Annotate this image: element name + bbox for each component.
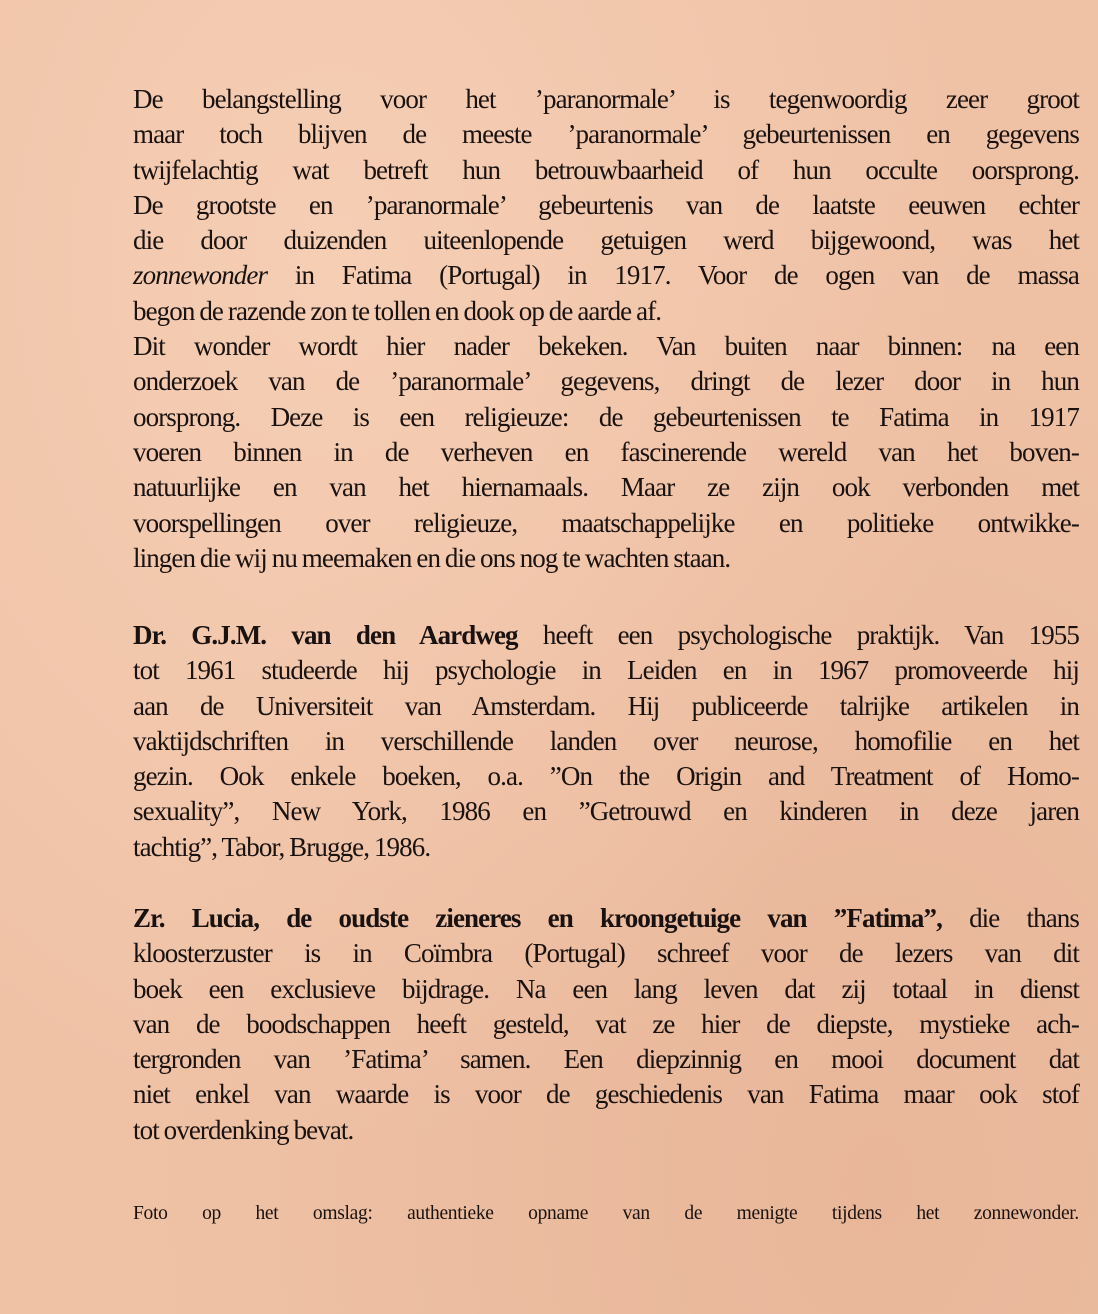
- text-line: [133, 223, 1079, 258]
- text-line: [133, 188, 1079, 223]
- text-segment: twijfelachtig wat betreft hun betrouwbaarheid of hun occulte oorsprong.: [133, 154, 1079, 185]
- text-segment: begon de razende zon te tollen en dook op de aarde af.: [133, 295, 662, 326]
- text-line: [133, 1113, 1079, 1148]
- text-line: [133, 1042, 1079, 1077]
- text-line: [133, 794, 1079, 829]
- text-line: [133, 618, 1079, 653]
- text-segment: voeren binnen in de verheven en fascinerende wereld van het boven-: [133, 436, 1079, 467]
- bold-text: Dr. G.J.M. van den Aardweg: [133, 620, 518, 650]
- text-segment: vaktijdschriften in verschillende landen over neurose, homofilie en het: [133, 725, 1079, 756]
- text-segment: oorsprong. Deze is een religieuze: de gebeurtenissen te Fatima in 1917: [133, 401, 1079, 432]
- text-segment: natuurlijke en van het hiernamaals. Maar ze zijn ook verbonden met: [133, 472, 1079, 503]
- text-line: [133, 724, 1079, 759]
- text-line: [133, 689, 1079, 724]
- text-segment: boek een exclusieve bijdrage. Na een lang leven dat zij totaal in dienst: [133, 973, 1079, 1004]
- text-segment: tot overdenking bevat.: [133, 1114, 354, 1145]
- text-line: [133, 117, 1079, 152]
- text-segment: Dit wonder wordt hier nader bekeken. Van buiten naar binnen: na een: [133, 331, 1079, 362]
- text-line: [133, 830, 1079, 865]
- text-line: [133, 972, 1079, 1007]
- text-line: [133, 294, 1079, 329]
- text-line: [133, 1077, 1079, 1112]
- text-segment: die door duizenden uiteenlopende getuigen werd bijgewoond, was het: [133, 225, 1079, 256]
- text-line: [133, 400, 1079, 435]
- cover-photo-caption: Foto op het omslag: authentieke opname van de menigte tijdens het zonnewonder.: [133, 1203, 1079, 1224]
- text-segment: voorspellingen over religieuze, maatschappelijke en politieke ontwikke-: [133, 507, 1079, 538]
- text-line: [133, 541, 1079, 576]
- text-segment: gezin. Ook enkele boeken, o.a. ”On the Origin and Treatment of Homo-: [133, 761, 1079, 792]
- lucia-contribution-paragraph: [133, 901, 1079, 1148]
- text-line: [133, 506, 1079, 541]
- text-line: [133, 82, 1079, 117]
- text-segment: niet enkel van waarde is voor de geschiedenis van Fatima maar ook stof: [133, 1079, 1079, 1110]
- text-line: [133, 759, 1079, 794]
- text-segment: tergronden van ’Fatima’ samen. Een diepzinnig en mooi document dat: [133, 1044, 1079, 1075]
- author-bio-paragraph: [133, 618, 1079, 865]
- text-segment: aan de Universiteit van Amsterdam. Hij publiceerde talrijke artikelen in: [133, 690, 1079, 721]
- text-segment: maar toch blijven de meeste ’paranormale’ gebeurtenissen en gegevens: [133, 119, 1079, 150]
- text-segment: kloosterzuster is in Coïmbra (Portugal) schreef voor de lezers van dit: [133, 938, 1079, 969]
- text-line: [133, 470, 1079, 505]
- text-segment: tachtig”, Tabor, Brugge, 1986.: [133, 831, 431, 862]
- text-line: [133, 936, 1079, 971]
- bold-text: Zr. Lucia, de oudste zieneres en kroongetuige van ”Fatima”,: [133, 903, 942, 933]
- text-segment: die thans: [941, 903, 1079, 933]
- text-line: [133, 364, 1079, 399]
- text-segment: De belangstelling voor het ’paranormale’ is tegenwoordig zeer groot: [133, 84, 1079, 114]
- text-line: [133, 435, 1079, 470]
- italic-text: zonnewonder: [133, 260, 268, 291]
- text-segment: van de boodschappen heeft gesteld, vat ze hier de diepste, mystieke ach-: [133, 1008, 1079, 1039]
- text-line: [133, 653, 1079, 688]
- text-line: [133, 329, 1079, 364]
- text-segment: tot 1961 studeerde hij psychologie in Leiden en in 1967 promoveerde hij: [133, 655, 1079, 686]
- text-segment: lingen die wij nu meemaken en die ons nog te wachten staan.: [133, 542, 731, 573]
- text-segment: heeft een psychologische praktijk. Van 1955: [517, 620, 1079, 650]
- text-segment: De grootste en ’paranormale’ gebeurtenis van de laatste eeuwen echter: [133, 189, 1079, 220]
- text-line: [133, 1007, 1079, 1042]
- text-line: [133, 258, 1079, 293]
- text-segment: in Fatima (Portugal) in 1917. Voor de ogen van de massa: [267, 260, 1079, 291]
- text-line: [133, 153, 1079, 188]
- text-segment: sexuality”, New York, 1986 en ”Getrouwd en kinderen in deze jaren: [133, 796, 1079, 827]
- text-segment: onderzoek van de ’paranormale’ gegevens, dringt de lezer door in hun: [133, 366, 1079, 397]
- intro-paragraph: [133, 82, 1079, 576]
- text-line: [133, 901, 1079, 936]
